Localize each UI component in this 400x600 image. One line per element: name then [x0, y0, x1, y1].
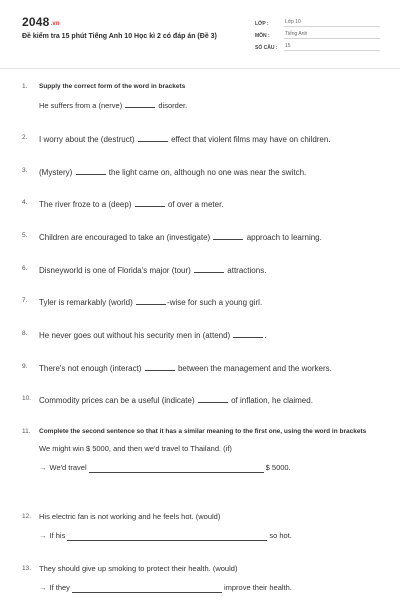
question-number: 4. [22, 199, 28, 206]
answer-blank[interactable] [67, 532, 267, 541]
answer-blank[interactable] [138, 133, 168, 142]
text-before: Children are encouraged to take an (investigate) [39, 233, 211, 242]
text-before: He never goes out without his security men in (attend) [39, 331, 231, 340]
text-before: The river froze to a (deep) [39, 200, 132, 209]
question-sentence: We might win $ 5000, and then we'd travel to Thailand. (if) [39, 444, 232, 453]
answer-blank[interactable] [76, 166, 106, 175]
header [0, 0, 400, 68]
answer-blank[interactable] [135, 198, 165, 207]
answer-start: We'd travel [49, 463, 87, 472]
site-logo[interactable] [22, 15, 60, 29]
question-number: 9. [22, 363, 28, 370]
text-before: (Mystery) [39, 168, 73, 177]
answer-blank[interactable] [125, 99, 155, 108]
text-after: attractions. [227, 266, 267, 275]
question-number: 10. [22, 395, 32, 402]
question-number: 11. [22, 428, 31, 435]
text-after: . [264, 331, 267, 340]
answer-end: so hot. [269, 531, 292, 540]
text-before: I worry about the (destruct) [39, 135, 135, 144]
question-number: 6. [22, 265, 28, 272]
meta-info [255, 16, 380, 52]
text-after: -wise for such a young girl. [167, 298, 263, 307]
answer-blank[interactable] [72, 584, 222, 593]
text-after: approach to learning. [246, 233, 322, 242]
answer-blank[interactable] [213, 231, 243, 240]
question-text [39, 264, 382, 276]
answer-row [39, 583, 382, 593]
answer-blank[interactable] [145, 362, 175, 371]
arrow-icon: → [39, 583, 47, 592]
answer-blank[interactable] [89, 464, 264, 473]
meta-row-class [255, 16, 380, 27]
meta-key: SỐ CÂU : [255, 45, 278, 51]
question-number: 2. [22, 134, 28, 141]
logo-text: 2048 [22, 15, 50, 29]
question-text [39, 198, 382, 210]
question-text [39, 296, 382, 308]
text-before: There's not enough (interact) [39, 364, 142, 373]
page-title: Đề kiểm tra 15 phút Tiếng Anh 10 Học kì 2 có đáp án (Đề 3) [22, 33, 217, 40]
question-sentence: They should give up smoking to protect their health. (would) [39, 564, 238, 573]
meta-key: LỚP : [255, 21, 269, 27]
meta-value: Lớp 10 [284, 19, 380, 27]
text-after: the light came on, although no one was near the switch. [108, 168, 307, 177]
meta-value: Tiếng Anh [284, 31, 380, 39]
arrow-icon: → [39, 463, 47, 472]
question-text [39, 329, 382, 341]
meta-value: 15 [284, 43, 380, 51]
arrow-icon: → [39, 531, 47, 540]
meta-row-count [255, 40, 380, 51]
text-after: disorder. [158, 101, 188, 110]
answer-blank[interactable] [136, 296, 166, 305]
text-after: of inflation, he claimed. [231, 396, 313, 405]
question-number: 7. [22, 297, 28, 304]
answer-row [39, 531, 382, 541]
question-text [39, 394, 382, 406]
question-number: 8. [22, 330, 28, 337]
answer-row [39, 463, 382, 473]
answer-end: improve their health. [223, 583, 292, 592]
question-number: 13. [22, 565, 32, 572]
question-number: 5. [22, 232, 28, 239]
logo-suffix: .vn [50, 21, 60, 27]
text-after: effect that violent films may have on children. [171, 135, 331, 144]
text-before: Commodity prices can be a useful (indicate) [39, 396, 195, 405]
question-text [39, 166, 382, 178]
question-number: 1. [22, 83, 28, 90]
answer-end: $ 5000. [265, 463, 291, 472]
answer-blank[interactable] [198, 394, 228, 403]
answer-blank[interactable] [233, 329, 263, 338]
answer-start: If they [49, 583, 70, 592]
question-instruction: Supply the correct form of the word in brackets [39, 83, 186, 90]
question-number: 3. [22, 167, 28, 174]
question-text [39, 231, 382, 243]
meta-row-subject [255, 28, 380, 39]
header-divider [0, 68, 400, 69]
text-after: between the management and the workers. [177, 364, 332, 373]
answer-blank[interactable] [194, 264, 224, 273]
text-before: Disneyworld is one of Florida's major (tour) [39, 266, 191, 275]
answer-start: If his [49, 531, 66, 540]
meta-key: MÔN : [255, 33, 270, 39]
question-text [39, 99, 382, 111]
text-before: He suffers from a (nerve) [39, 101, 123, 110]
question-sentence: His electric fan is not working and he feels hot. (would) [39, 512, 221, 521]
question-instruction: Complete the second sentence so that it has a similar meaning to the first one, using the word in brackets [39, 428, 367, 435]
text-after: of over a meter. [167, 200, 224, 209]
question-number: 12. [22, 513, 32, 520]
question-text [39, 362, 382, 374]
text-before: Tyler is remarkably (world) [39, 298, 133, 307]
question-text [39, 133, 382, 145]
